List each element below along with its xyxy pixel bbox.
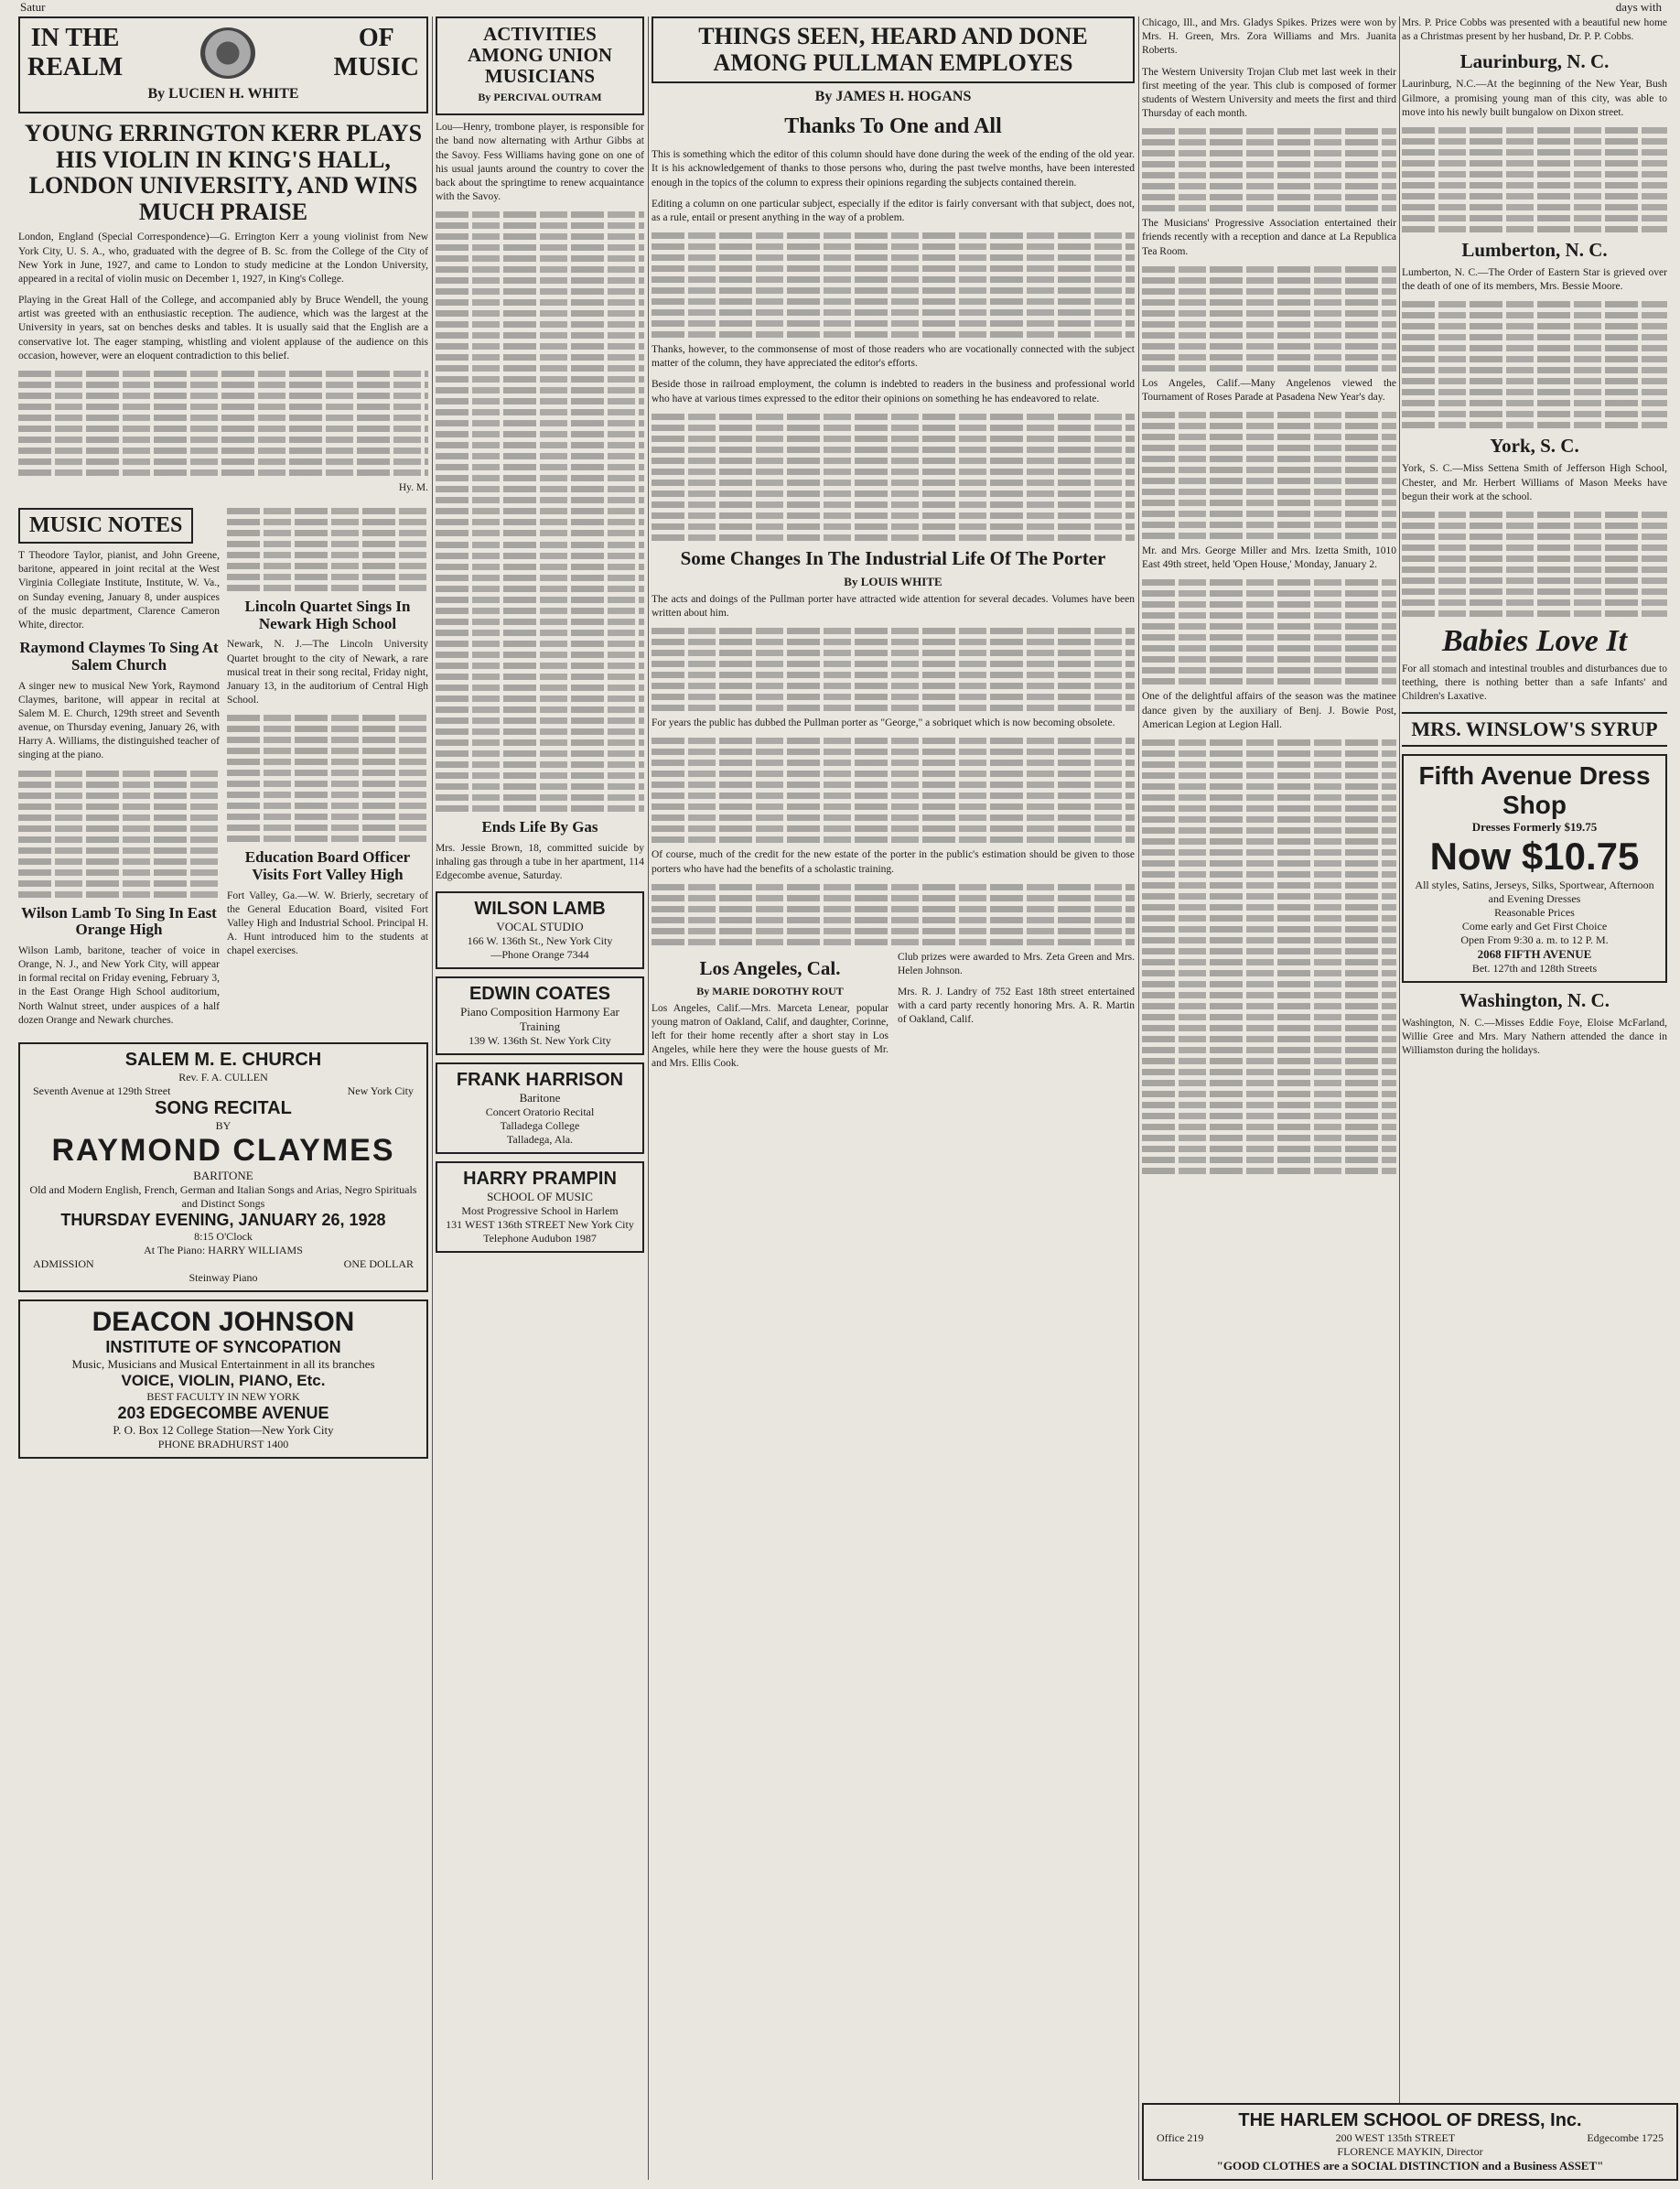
realm-of-music-header <box>18 16 428 113</box>
byline: By PERCIVAL OUTRAM <box>478 91 602 104</box>
deacon-phone: PHONE BRADHURST 1400 <box>157 1437 289 1450</box>
lamb-ad-address: 166 W. 136th St., New York City <box>467 933 613 947</box>
cherub-emblem-icon <box>200 27 255 79</box>
coates-address: 139 W. 136th St. New York City <box>468 1033 611 1047</box>
pullman-paragraph-2: Editing a column on one particular subject, especially if the editor is fairly conversant with that subject, does not, as a rule, entail or present anything in the way of a problem. <box>652 198 1135 223</box>
steinway-label: Steinway Piano <box>188 1270 258 1284</box>
text-body <box>652 414 1135 541</box>
porter-byline: By LOUIS WHITE <box>844 574 942 588</box>
deacon-po-box: P. O. Box 12 College Station—New York City <box>113 1422 334 1437</box>
music-notes-heading: MUSIC NOTES <box>18 508 193 544</box>
lumberton-headline: Lumberton, N. C. <box>1461 238 1608 261</box>
column-rule <box>1399 16 1400 2180</box>
dress-prices: Reasonable Prices <box>1494 905 1575 919</box>
babies-description: For all stomach and intestinal troubles and disturbances due to teething, there is nothing better than a safe Infants' and Children's Laxative. <box>1402 663 1667 703</box>
claymes-paragraph: A singer new to musical New York, Raymond Claymes, baritone, will appear in recital at Salem M. E. Church, 129th street and Seventh avenue, on Thursday evening, January 26, with Harry A. Williams, the distinguished teacher of singing at the piano. <box>18 680 220 761</box>
column-rule <box>648 16 649 2180</box>
dress-between: Bet. 127th and 128th Streets <box>1471 961 1598 975</box>
edwin-coates-ad <box>436 976 644 1055</box>
laurinburg-paragraph: Laurinburg, N.C.—At the beginning of the New Year, Bush Gilmore, a promising young man of this city, was able to move into his newly built bungalow on Dixon street. <box>1402 79 1667 118</box>
los-angeles-paragraph-1: Los Angeles, Calif.—Mrs. Marceta Lenear, popular young matron of Oakland, Calif, and daughter, Corinne, left for their home recently after a short stay in Los Angeles, while here they were the house guests of Mr. and Mrs. Ellis Cook. <box>652 1002 888 1070</box>
prampin-phone: Telephone Audubon 1987 <box>483 1231 597 1245</box>
byline: By JAMES H. HOGANS <box>814 89 972 105</box>
education-board-paragraph: Fort Valley, Ga.—W. W. Brierly, secretary of the General Education Board, visited Fort Valley High and Industrial School. Principal H. A. Hunt introduced him to the students at chapel exercises. <box>227 890 428 957</box>
lamb-headline: Wilson Lamb To Sing In East Orange High <box>21 903 217 939</box>
los-angeles-byline: By MARIE DOROTHY ROUT <box>696 984 844 997</box>
text-body <box>652 628 1135 711</box>
winslow-syrup-label: MRS. WINSLOW'S SYRUP <box>1402 712 1667 747</box>
harlem-slogan: "GOOD CLOTHES are a SOCIAL DISTINCTION and a Business ASSET" <box>1216 2159 1604 2173</box>
washington-headline: Washington, N. C. <box>1459 988 1610 1011</box>
by-label: BY <box>215 1118 232 1132</box>
harrison-city: Talladega, Ala. <box>506 1132 574 1146</box>
coates-name: EDWIN COATES <box>468 983 611 1004</box>
recital-time: 8:15 O'Clock <box>194 1229 253 1243</box>
text-body <box>652 884 1135 945</box>
lamb-paragraph: Wilson Lamb, baritone, teacher of voice in Orange, N. J., and New York City, will appear in formal recital on Friday evening, February 3, in the East Orange High School auditorium, North Walnut street, under auspices of a half dozen Orange and Newark churches. <box>18 944 220 1026</box>
salem-address: Seventh Avenue at 129th Street <box>33 1084 171 1097</box>
text-body <box>1142 412 1396 539</box>
column-title-music: MUSIC <box>333 53 419 81</box>
harry-prampin-ad <box>436 1161 644 1253</box>
deacon-faculty: BEST FACULTY IN NEW YORK <box>146 1389 300 1403</box>
deacon-institute: INSTITUTE OF SYNCOPATION <box>105 1337 341 1356</box>
pullman-paragraph-1: This is something which the editor of this column should have done during the week of the ending of the old year. It is his acknowledgement of thanks to those persons who, during the past twelve months, have been interested enough in the topics of the column to express their opinions regarding the subjects contained therein. <box>652 149 1135 189</box>
harlem-director: FLORENCE MAYKIN, Director <box>1337 2145 1483 2158</box>
recital-date: THURSDAY EVENING, JANUARY 26, 1928 <box>60 1210 386 1229</box>
kerr-signature: Hy. M. <box>398 481 428 493</box>
society-paragraph-5: Mr. and Mrs. George Miller and Mrs. Izetta Smith, 1010 East 49th street, held 'Open House,' Monday, January 2. <box>1142 545 1396 571</box>
recital-pianist: At The Piano: HARRY WILLIAMS <box>144 1243 303 1256</box>
text-body <box>1402 301 1667 428</box>
dress-now-price: Now $10.75 <box>1429 834 1640 878</box>
gas-paragraph: Mrs. Jessie Brown, 18, committed suicide by inhaling gas through a tube in her apartment, 114 Edgecombe avenue, Saturday. <box>436 843 644 882</box>
text-body <box>1402 512 1667 617</box>
text-body <box>1142 739 1396 1174</box>
lincoln-paragraph: Newark, N. J.—The Lincoln University Quartet brought to the city of Newark, a rare musical treat in their song recital, Friday night, January 13, in the auditorium of Central High School. <box>227 639 428 706</box>
column-title-in-the: IN THE <box>30 24 120 52</box>
text-body <box>18 771 220 898</box>
claymes-name: RAYMOND CLAYMES <box>51 1132 395 1168</box>
deacon-name: DEACON JOHNSON <box>92 1306 355 1337</box>
harrison-school: Talladega College <box>500 1118 580 1132</box>
admission-price: ONE DOLLAR <box>343 1256 414 1270</box>
column-rule <box>1138 16 1139 2180</box>
lamb-ad-name: WILSON LAMB <box>474 898 606 919</box>
text-body <box>1142 128 1396 211</box>
salem-church-name: SALEM M. E. CHURCH <box>124 1049 322 1070</box>
los-angeles-paragraph-2: Club prizes were awarded to Mrs. Zeta Green and Mrs. Helen Johnson. <box>898 951 1135 976</box>
harlem-office: Office 219 <box>1157 2131 1204 2144</box>
prampin-subtitle: SCHOOL OF MUSIC <box>487 1189 593 1203</box>
cobbs-paragraph: Mrs. P. Price Cobbs was presented with a beautiful new home as a Christmas present by her husband, Dr. P. P. Cobbs. <box>1402 17 1667 43</box>
masthead-right: days with <box>1615 0 1662 14</box>
kerr-paragraph-1: London, England (Special Correspondence)—G. Errington Kerr a young violinist from New York City, U. S. A., who, graduated with the degree of B. Sc. from the College of the City of New York in June, 1927, and came to London to study medicine at the London University, appeared in a recital of violin music on December 1, 1927, in King's College. <box>18 232 428 285</box>
prampin-description: Most Progressive School in Harlem <box>461 1203 619 1217</box>
text-body <box>436 542 644 812</box>
pullman-paragraph-3: Thanks, however, to the commonsense of most of those readers who are vocationally connected with the subject matter of the column, they have appreciated the editor's efforts. <box>652 344 1135 370</box>
salem-city: New York City <box>347 1084 414 1097</box>
text-body <box>652 232 1135 338</box>
york-paragraph: York, S. C.—Miss Settena Smith of Jefferson High School, Chester, and Mr. Herbert Williams of Mason Meeks have begun their work at the school. <box>1402 463 1667 502</box>
kerr-headline: YOUNG ERRINGTON KERR PLAYS HIS VIOLIN IN KING'S HALL, LONDON UNIVERSITY, AND WINS MUCH PRAISE <box>24 120 423 225</box>
los-angeles-headline: Los Angeles, Cal. <box>699 956 841 979</box>
masthead-left: Satur <box>20 0 46 14</box>
song-recital-title: SONG RECITAL <box>155 1097 292 1118</box>
union-musicians-headline: ACTIVITIES AMONG UNION MUSICIANS <box>467 23 613 88</box>
text-body <box>1142 579 1396 685</box>
column-music <box>18 16 428 2180</box>
dress-description: All styles, Satins, Jerseys, Silks, Sportwear, Afternoon and Evening Dresses <box>1415 878 1654 905</box>
recital-description: Old and Modern English, French, German and Italian Songs and Arias, Negro Spirituals and Distinct Songs <box>29 1182 417 1210</box>
lumberton-paragraph: Lumberton, N. C.—The Order of Eastern Star is grieved over the death of one of its members, Mrs. Bessie Moore. <box>1402 267 1667 293</box>
society-paragraph-1: Chicago, Ill., and Mrs. Gladys Spikes. Prizes were won by Mrs. H. Green, Mrs. Zora Williams and Mrs. Juanita Roberts. <box>1142 17 1396 57</box>
text-body <box>1402 127 1667 232</box>
wilson-lamb-ad <box>436 891 644 969</box>
dress-address: 2068 FIFTH AVENUE <box>1477 946 1592 961</box>
harlem-school-name: THE HARLEM SCHOOL OF DRESS, Inc. <box>1238 2110 1582 2130</box>
laurinburg-headline: Laurinburg, N. C. <box>1459 50 1610 73</box>
column-title-of: OF <box>358 24 394 52</box>
harlem-school-ad <box>1142 2103 1678 2181</box>
lamb-ad-phone: —Phone Orange 7344 <box>490 947 589 961</box>
claymes-headline: Raymond Claymes To Sing At Salem Church <box>19 639 219 674</box>
harlem-phone: Edgecombe 1725 <box>1587 2131 1664 2144</box>
dress-formerly: Dresses Formerly $19.75 <box>1471 819 1598 834</box>
york-headline: York, S. C. <box>1490 435 1579 458</box>
kerr-paragraph-2: Playing in the Great Hall of the College, and accompanied ably by Bruce Wendell, the young artist was greeted with an enthusiastic reception. The audience, which was the largest at the University in years, sat on benches desks and tables. It is usually said that the English are a conservative lot. The eager stamping, whistling and violent applause of the audience on this occasion, however, were an eloquent contradiction to this belief. <box>18 295 428 361</box>
dress-hours: Open From 9:30 a. m. to 12 P. M. <box>1460 933 1609 946</box>
union-paragraph: Lou—Henry, trombone player, is responsible for the band now alternating with Arthur Gibbs at the Savoy. Fess Williams having gone on one of his usual jaunts around the country to cover the back about the springtime to renew acquaintance with the Savoy. <box>436 122 644 203</box>
byline: By LUCIEN H. WHITE <box>147 86 299 102</box>
coates-subtitle: Piano Composition Harmony Ear Training <box>460 1004 619 1033</box>
frank-harrison-ad <box>436 1062 644 1154</box>
pullman-paragraph-4: Beside those in railroad employment, the column is indebted to readers in the business and professional world who have at various times expressed to the editor their opinions on something he has endeavored to relate. <box>652 379 1135 404</box>
deacon-johnson-ad <box>18 1299 428 1459</box>
salem-church-ad <box>18 1042 428 1292</box>
los-angeles-paragraph-3: Mrs. R. J. Landry of 752 East 18th street entertained with a card party recently honoring Mrs. A. R. Martin of Oakland, Calif. <box>898 987 1135 1026</box>
deacon-address: 203 EDGECOMBE AVENUE <box>117 1403 329 1422</box>
education-board-headline: Education Board Officer Visits Fort Valley High <box>244 848 411 884</box>
harlem-address: 200 WEST 135th STREET <box>1335 2131 1456 2144</box>
thanks-headline: Thanks To One and All <box>784 114 1002 139</box>
porter-paragraph-1: The acts and doings of the Pullman porter have attracted wide attention for several decades. Volumes have been written about him. <box>652 593 1135 619</box>
fifth-avenue-dress-ad <box>1402 754 1667 983</box>
text-body <box>1142 266 1396 372</box>
text-body <box>436 211 644 536</box>
porter-headline: Some Changes In The Industrial Life Of The Porter <box>680 546 1106 569</box>
society-paragraph-6: One of the delightful affairs of the season was the matinee dance given by the auxiliary of Benj. J. Bowie Post, American Legion at Legion Hall. <box>1142 691 1396 730</box>
porter-paragraph-3: Of course, much of the credit for the new estate of the porter in the public's estimation should be given to those porters who have had the benefits of a scholastic training. <box>652 849 1135 875</box>
prampin-name: HARRY PRAMPIN <box>463 1168 617 1189</box>
gas-headline: Ends Life By Gas <box>481 818 598 836</box>
text-body <box>227 508 428 591</box>
column-pullman <box>652 16 1135 2180</box>
column-union-musicians <box>436 16 644 2180</box>
washington-paragraph: Washington, N. C.—Misses Eddie Foye, Eloise McFarland, Willie Gree and Mrs. Mary Nathern attended the dance in Williamston during the holidays. <box>1402 1017 1667 1056</box>
text-body <box>652 738 1135 843</box>
society-paragraph-3: The Musicians' Progressive Association entertained their friends recently with a reception and dance at La Republica Tea Room. <box>1142 218 1396 257</box>
harrison-description: Concert Oratorio Recital <box>485 1105 595 1118</box>
column-society <box>1142 16 1396 2180</box>
society-paragraph-2: The Western University Trojan Club met last week in their first meeting of the year. This club is composed of former students of Western University and meets the first and third Thursday of each month. <box>1142 66 1396 120</box>
harrison-name: FRANK HARRISON <box>456 1069 624 1090</box>
deacon-tagline: Music, Musicians and Musical Entertainment in all its branches <box>71 1356 375 1371</box>
column-rule <box>432 16 433 2180</box>
lincoln-quartet-headline: Lincoln Quartet Sings In Newark High School <box>244 598 411 632</box>
text-body <box>18 371 428 476</box>
notes-paragraph: T Theodore Taylor, pianist, and John Greene, baritone, appeared in joint recital at the West Virginia Collegiate Institute, Institute, W. Va., on Sunday evening, January 8, under auspices of the music department, Clarence Cameron White, director. <box>18 550 220 631</box>
babies-love-it-headline: Babies Love It <box>1441 624 1628 658</box>
society-paragraph-4: Los Angeles, Calif.—Many Angelenos viewed the Tournament of Roses Parade at Pasadena New Year's day. <box>1142 377 1396 403</box>
pullman-headline: THINGS SEEN, HEARD AND DONE AMONG PULLMAN EMPLOYES <box>698 23 1088 76</box>
dress-shop-name: Fifth Avenue Dress Shop <box>1418 760 1651 819</box>
text-body <box>227 715 428 842</box>
lamb-ad-subtitle: VOCAL STUDIO <box>496 919 584 933</box>
column-title-realm: REALM <box>27 53 124 81</box>
pullman-header <box>652 16 1135 83</box>
baritone-label: BARITONE <box>193 1168 253 1182</box>
prampin-address: 131 WEST 136th STREET New York City <box>446 1217 634 1231</box>
deacon-instruments: VOICE, VIOLIN, PIANO, Etc. <box>121 1371 326 1389</box>
salem-pastor: Rev. F. A. CULLEN <box>178 1070 268 1084</box>
dress-come-early: Come early and Get First Choice <box>1461 919 1608 933</box>
admission-label: ADMISSION <box>33 1256 94 1270</box>
porter-paragraph-2: For years the public has dubbed the Pullman porter as "George," a sobriquet which is now becoming obsolete. <box>652 717 1115 729</box>
union-musicians-header <box>436 16 644 115</box>
harrison-subtitle: Baritone <box>519 1090 561 1105</box>
column-carolinas <box>1402 16 1667 2180</box>
